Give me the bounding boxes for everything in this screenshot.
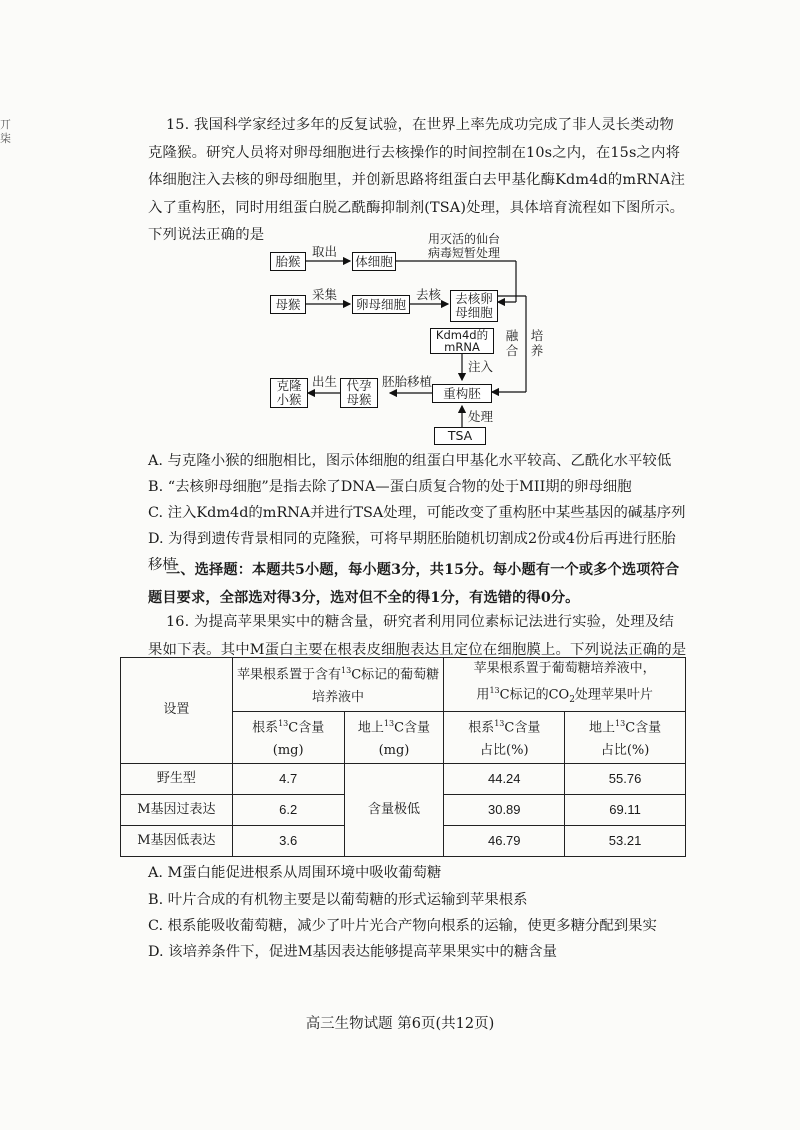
label-enucleate: 去核 (416, 287, 442, 302)
page-footer: 高三生物试题 第6页(共12页) (305, 1016, 495, 1032)
box-enucleated-oocyte: 去核卵母细胞 (450, 290, 498, 322)
box-surrogate-mother: 代孕母猴 (340, 378, 378, 408)
section-2-header: 二、选择题：本题共5小题，每小题3分，共15分。每小题有一个或多个选项符合题目要求，全部选对得3分，选对但不全的得1分，有选错的得0分。 (148, 562, 680, 606)
q16-table (120, 657, 686, 857)
th-group1: 苹果根系置于含有$^{13}$C标记的葡萄糖培养液中 (232, 658, 444, 712)
th-setup: 设置 (121, 658, 233, 764)
label-collect: 采集 (312, 287, 338, 302)
label-treat: 处理 (468, 409, 494, 424)
box-clone-monkey: 克隆小猴 (270, 378, 308, 408)
cell-very-low: 含量极低 (344, 763, 444, 856)
th-above-mg: 地上$^{13}$C含量 (mg) (344, 711, 444, 763)
box-somatic-cell: 体细胞 (352, 252, 396, 271)
table-row: 野生型 4.7 含量极低 44.24 55.76 (121, 763, 686, 794)
th-above-pct: 地上$^{13}$C含量 占比(%) (565, 711, 686, 763)
th-root-pct: 根系$^{13}$C含量 占比(%) (444, 711, 565, 763)
box-fetal-monkey: 胎猴 (270, 252, 306, 271)
th-root-mg: 根系$^{13}$C含量 (mg) (232, 711, 344, 763)
q16-stem: 16. 为提高苹果果实中的糖含量，研究者利用同位素标记法进行实验，处理及结果如下表。其中M蛋白主要在根表皮细胞表达且定位在细胞膜上。下列说法正确的是 (148, 614, 687, 658)
label-take-out: 取出 (312, 244, 338, 259)
label-virus-note: 用灭活的仙台病毒短暂处理 (427, 232, 500, 260)
q16-option-a: A. M蛋白能促进根系从周围环境中吸收葡萄糖 (148, 865, 442, 881)
label-fuse: 融合 (505, 328, 519, 358)
box-oocyte: 卵母细胞 (352, 295, 410, 314)
table-row: M基因过表达 6.2 30.89 69.11 (121, 794, 686, 825)
box-reconstructed-embryo: 重构胚 (432, 384, 492, 403)
q15-flow-diagram (262, 232, 562, 447)
q16-option-d: D. 该培养条件下，促进M基因表达能够提高苹果果实中的糖含量 (148, 944, 558, 960)
box-mother-monkey: 母猴 (270, 295, 306, 314)
box-tsa: TSA (434, 427, 486, 445)
table-row: M基因低表达 3.6 46.79 53.21 (121, 825, 686, 856)
box-kdm4d-mrna: Kdm4d的mRNA (430, 328, 494, 354)
q16-option-b: B. 叶片合成的有机物主要是以葡萄糖的形式运输到苹果根系 (148, 892, 528, 908)
q16-option-c: C. 根系能吸收葡萄糖，减少了叶片光合产物向根系的运输，使更多糖分配到果实 (148, 918, 657, 934)
th-group2: 苹果根系置于葡萄糖培养液中， 用$^{13}$C标记的$CO_2$处理苹果叶片 (444, 658, 686, 712)
label-culture: 培养 (530, 328, 544, 358)
label-inject: 注入 (468, 359, 494, 374)
label-embryo-transfer: 胚胎移植 (382, 374, 433, 389)
margin-mark: 丌 柒 (0, 118, 11, 145)
label-birth: 出生 (312, 374, 338, 389)
q15-option-b: B. “去核卵母细胞”是指去除了DNA—蛋白质复合物的处于MII期的卵母细胞 (148, 479, 632, 495)
q15-option-d: D. 为得到遗传背景相同的克隆猴，可将早期胚胎随机切割成2份或4份后再进行胚胎移植 (148, 531, 676, 573)
q15-option-c: C. 注入Kdm4d的mRNA并进行TSA处理，可能改变了重构胚中某些基因的碱基序列 (148, 505, 686, 521)
q15-stem: 15. 我国科学家经过多年的反复试验，在世界上率先成功完成了非人灵长类动物克隆猴。研究人员将对卵母细胞进行去核操作的时间控制在10s之内，在15s之内将体细胞注入去核的卵母细胞里，并创新思路将组蛋白去甲基化酶Kdm4d的mRNA注入了重构胚，同时用组蛋白脱乙酰酶抑制剂(TSA)处理，具体培育流程如下图所示。下列说法正确的是 (148, 117, 686, 243)
q15-option-a: A. 与克隆小猴的细胞相比，图示体细胞的组蛋白甲基化水平较高、乙酰化水平较低 (148, 453, 672, 469)
